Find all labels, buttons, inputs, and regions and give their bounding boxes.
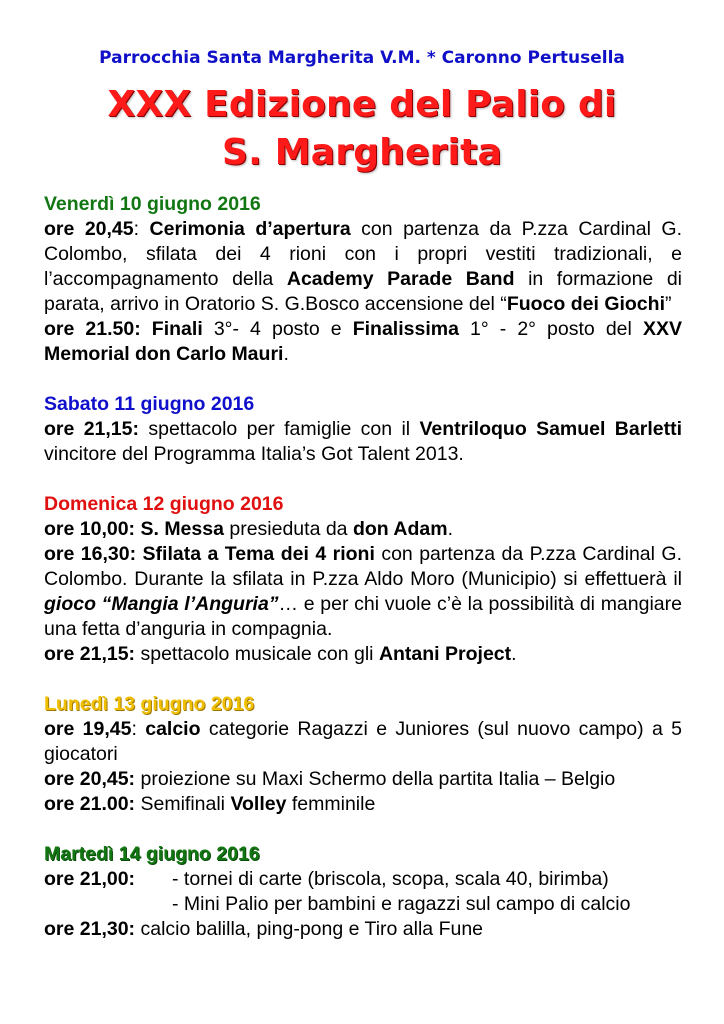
event-highlight: Fuoco dei Giochi [506,293,665,315]
event-text: in formazione di parata, arrivo in Oratorio S. G.Bosco accensione del “ [44,268,683,315]
day-heading-monday: Lunedì 13 giugno 2016 [44,693,255,715]
event-time: ore 20,45 [44,218,134,240]
event-tuesday-tournaments [44,917,682,942]
event-time: ore 21.50: Finali [44,318,203,340]
event-time: ore 21,15: [44,643,136,665]
event-time: ore 21.00: [44,793,136,815]
event-sunday-parade [44,542,682,642]
event-friday-opening [44,217,682,317]
event-text: . [447,518,453,540]
event-highlight: Academy Parade Band [286,268,515,290]
parish-header: Parrocchia Santa Margherita V.M. * Caronno Pertusella [99,48,625,68]
title-line-2: S. Margherita [221,132,503,173]
event-highlight: Antani Project [378,643,512,665]
event-text: . [283,343,289,365]
event-highlight: don Adam [352,518,448,540]
event-text: ” [664,293,672,315]
event-highlight: XXV Memorial don Carlo Mauri [44,318,682,365]
event-text: con partenza da P.zza Cardinal G. Colombo. Durante la sfilata in P.zza Aldo Moro (Municipio) si effettuerà il [44,543,683,590]
event-time: ore 19,45 [44,718,132,740]
event-text: … e per chi vuole c’è la possibilità di mangiare una fetta d’anguria in compagnia. [44,593,682,640]
spacer [44,367,682,392]
event-highlight: Finalissima [352,318,459,340]
event-tuesday-minipalio [44,892,682,917]
event-highlight: calcio [145,718,201,740]
title-line-1: XXX Edizione del Palio di [107,84,617,125]
event-sunday-mass [44,517,682,542]
event-time: ore 16,30: Sfilata a Tema dei 4 rioni [44,543,375,565]
event-text: femminile [286,793,376,815]
event-text: 1° - 2° posto del [458,318,643,340]
event-highlight: Cerimonia d’apertura [149,218,351,240]
event-highlight: Volley [230,793,287,815]
event-text: proiezione su Maxi Schermo della partita Italia – Belgio [135,768,616,790]
event-monday-volley [44,792,682,817]
spacer [44,467,682,492]
event-text: . [511,643,517,665]
event-time: ore 20,45: [44,768,136,790]
spacer [44,817,682,842]
event-text: con partenza da P.zza Cardinal G. Colombo, sfilata dei 4 rioni con i propri vestiti tradizionali, e l’accompagnamento della [44,218,682,290]
spacer [44,667,682,692]
event-text: Semifinali [135,793,231,815]
day-heading-sunday: Domenica 12 giugno 2016 [44,493,284,515]
event-friday-finals [44,317,682,367]
event-text: : [131,718,146,740]
event-monday-screening [44,767,682,792]
event-time: ore 21,15: [44,418,139,440]
event-text: calcio balilla, ping-pong e Tiro alla Fune [135,918,484,940]
event-text: 3°- 4 posto e [202,318,353,340]
day-heading-friday: Venerdì 10 giugno 2016 [44,193,261,215]
day-heading-saturday: Sabato 11 giugno 2016 [44,393,255,415]
event-highlight: Ventriloquo Samuel Barletti [419,418,682,440]
event-text: presieduta da [223,518,353,540]
event-time: ore 10,00: S. Messa [44,518,224,540]
event-text: vincitore del Programma Italia’s Got Talent 2013. [44,443,464,465]
event-monday-football [44,717,682,767]
event-tuesday-games [44,867,682,892]
event-text: - tornei di carte (briscola, scopa, scala 40, birimba) [172,868,609,890]
day-heading-tuesday: Martedì 14 giugno 2016 [44,843,260,865]
event-time: ore 21,00: [44,868,136,890]
event-sunday-concert [44,642,682,667]
event-text: : [133,218,150,240]
event-text: spettacolo per famiglie con il [139,418,420,440]
program-content [44,192,682,942]
event-text: categorie Ragazzi e Juniores (sul nuovo campo) a 5 giocatori [44,718,682,765]
event-time: ore 21,30: [44,918,136,940]
event-text: spettacolo musicale con gli [135,643,379,665]
event-saturday-show [44,417,682,467]
event-text: - Mini Palio per bambini e ragazzi sul campo di calcio [172,893,631,915]
event-highlight: gioco “Mangia l’Anguria” [44,593,279,615]
